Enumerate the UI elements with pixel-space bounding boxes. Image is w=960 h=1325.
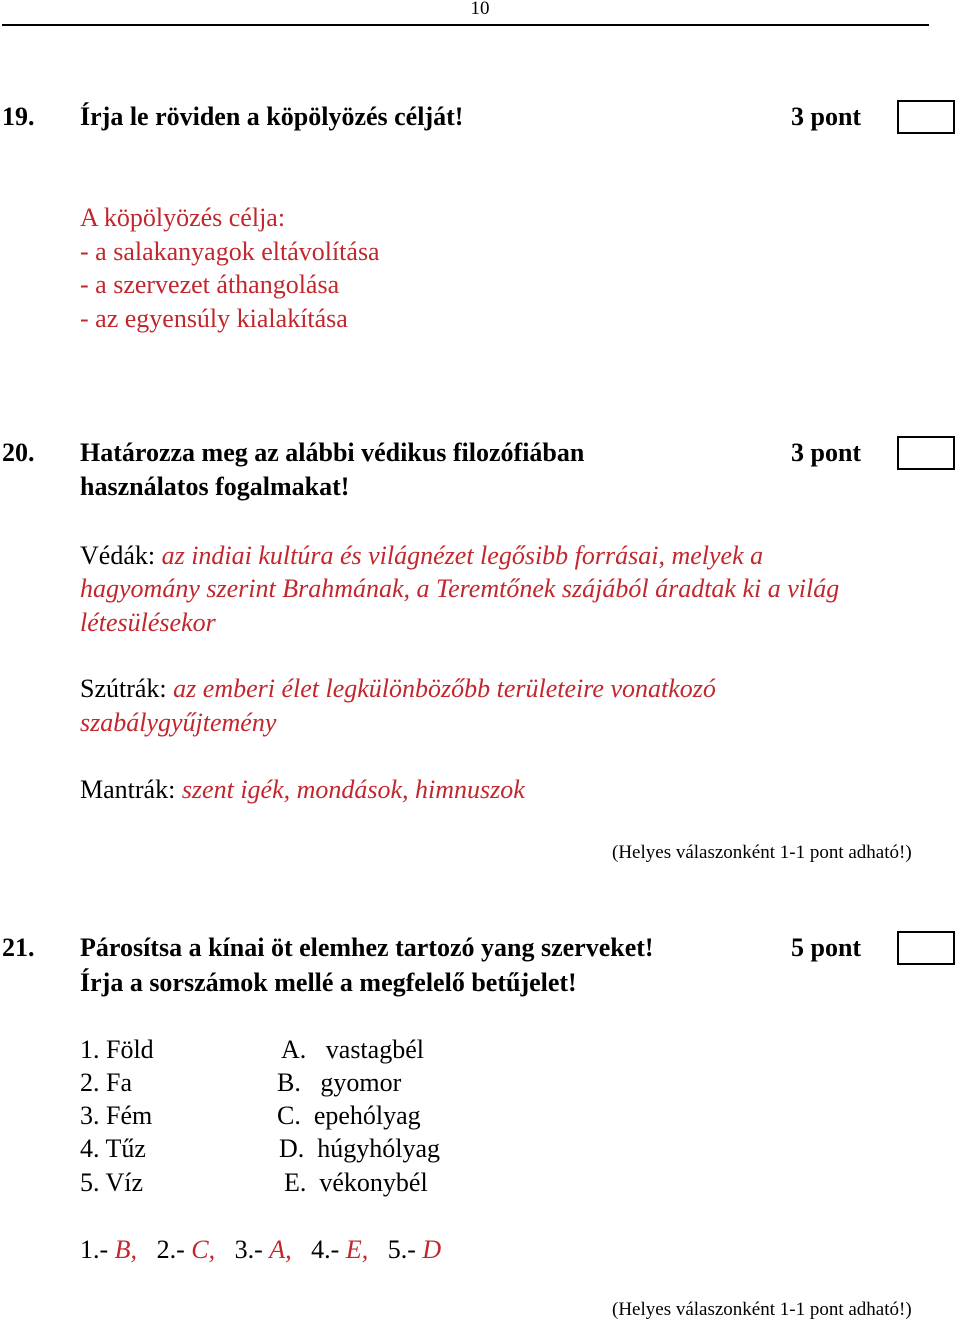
question-text: Írja a sorszámok mellé a megfelelő betűjelet! bbox=[80, 968, 577, 997]
term-definition: szabálygyűjtemény bbox=[80, 708, 277, 737]
question-text: használatos fogalmakat! bbox=[80, 472, 350, 501]
answer-letter: E, bbox=[345, 1235, 369, 1264]
answer-number: 4.- bbox=[311, 1235, 346, 1264]
element-item: 1. Föld bbox=[80, 1035, 154, 1064]
element-item: 4. Tűz bbox=[80, 1134, 146, 1163]
question-text: Párosítsa a kínai öt elemhez tartozó yang szerveket! bbox=[80, 933, 654, 962]
question-text: Írja le röviden a köpölyözés célját! bbox=[80, 102, 464, 131]
term-mantrak bbox=[80, 775, 525, 805]
organ-item: A. vastagbél bbox=[281, 1035, 424, 1064]
answer-item: - az egyensúly kialakítása bbox=[80, 304, 348, 333]
organ-item: E. vékonybél bbox=[284, 1168, 428, 1197]
term-vedak bbox=[80, 541, 763, 571]
page-number: 10 bbox=[470, 0, 490, 19]
answer-number: 1.- bbox=[80, 1235, 115, 1264]
answer-letter: C, bbox=[191, 1235, 216, 1264]
score-box[interactable] bbox=[897, 100, 955, 134]
points-label: 3 pont bbox=[791, 102, 862, 131]
answer-heading: A köpölyözés célja: bbox=[80, 203, 286, 232]
scoring-note: (Helyes válaszonként 1-1 pont adható!) bbox=[612, 1299, 912, 1320]
answer-letter: B, bbox=[114, 1235, 138, 1264]
question-text: Határozza meg az alábbi védikus filozófiában bbox=[80, 438, 585, 467]
term-definition: hagyomány szerint Brahmának, a Teremtőnek szájából áradtak ki a világ bbox=[80, 574, 840, 603]
score-box[interactable] bbox=[897, 931, 955, 965]
term-definition: az indiai kultúra és világnézet legősibb forrásai, melyek a bbox=[161, 541, 764, 570]
answer-number: 2.- bbox=[156, 1235, 192, 1264]
element-item: 3. Fém bbox=[80, 1101, 153, 1130]
header-rule bbox=[2, 24, 929, 26]
element-item: 5. Víz bbox=[80, 1168, 144, 1197]
answer-letter: D bbox=[422, 1235, 442, 1264]
term-label: Védák: bbox=[80, 541, 156, 570]
question-number: 21. bbox=[2, 933, 35, 962]
answer-letter: A, bbox=[269, 1235, 292, 1264]
organ-item: B. gyomor bbox=[277, 1068, 402, 1097]
answer-item: - a salakanyagok eltávolítása bbox=[80, 237, 380, 266]
answer-number: 3.- bbox=[234, 1235, 270, 1264]
scoring-note: (Helyes válaszonként 1-1 pont adható!) bbox=[612, 842, 912, 863]
term-definition: az emberi élet legkülönbözőbb területeire vonatkozó bbox=[173, 674, 716, 703]
organ-item: C. epehólyag bbox=[277, 1101, 421, 1130]
term-label: Szútrák: bbox=[80, 674, 167, 703]
term-definition: létesülésekor bbox=[80, 608, 216, 637]
score-box[interactable] bbox=[897, 436, 955, 470]
term-definition: szent igék, mondások, himnuszok bbox=[181, 775, 525, 804]
question-number: 19. bbox=[2, 102, 35, 131]
answer-key bbox=[80, 1235, 441, 1265]
answer-number: 5.- bbox=[387, 1235, 423, 1264]
points-label: 5 pont bbox=[791, 933, 862, 962]
term-label: Mantrák: bbox=[80, 775, 176, 804]
element-item: 2. Fa bbox=[80, 1068, 132, 1097]
answer-item: - a szervezet áthangolása bbox=[80, 270, 340, 299]
term-szutrak bbox=[80, 674, 716, 704]
question-number: 20. bbox=[2, 438, 35, 467]
organ-item: D. húgyhólyag bbox=[279, 1134, 441, 1163]
points-label: 3 pont bbox=[791, 438, 862, 467]
